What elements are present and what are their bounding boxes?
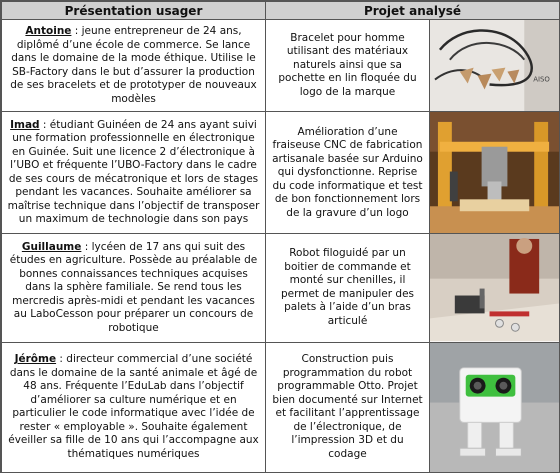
header-project-analyzed: Projet analysé: [266, 2, 560, 20]
photo-otto-robot: [430, 342, 560, 472]
table-row: [2, 112, 560, 234]
table-row: [2, 234, 560, 342]
table-row: [2, 20, 560, 112]
project-cell: Construction puis programmation du robot programmable Otto. Projet bien documenté sur Internet et facilitant l’apprentissage de l’électronique, de l’impression 3D et du codage: [266, 342, 430, 472]
photo-robot-palets: [430, 234, 560, 342]
project-cell: Bracelet pour homme utilisant des matériaux naturels ainsi que sa pochette en lin floquée du logo de la marque: [266, 20, 430, 112]
user-name: Guillaume: [21, 240, 82, 253]
project-cell: Robot filoguidé par un boitier de commande et monté sur chenilles, il permet de manipuler des palets à l’aide d’un bras articulé: [266, 234, 430, 342]
user-description: : jeune entrepreneur de 24 ans, diplômé d’une école de commerce. Se lance dans le domaine de la mode éthique. Utilise le SB-Factory dans le but d’assurer la production de ses bracelets et de prototyper de nouveaux modèles: [10, 25, 257, 105]
user-description: : étudiant Guinéen de 24 ans ayant suivi une formation professionnelle en électronique en Guinée. Suit une licence 2 d’électronique à l’UBO et fréquente l’UBO-Factory dans le cadre de ses cours de mécatronique et lors de stages pendant les vacances. Souhaite améliorer sa maîtrise technique dans l’objectif de transposer un maximum de technologie dans son pays: [7, 118, 260, 226]
header-user-presentation: Présentation usager: [2, 2, 266, 20]
photo-bracelet: [430, 20, 560, 112]
photo-cnc-machine: [430, 112, 560, 234]
user-cell-jerome: [2, 342, 266, 472]
project-cell: Amélioration d’une fraiseuse CNC de fabrication artisanale basée sur Arduino qui dysfonctionne. Reprise du code informatique et test de bon fonctionnement lors de la gravure d’un logo: [266, 112, 430, 234]
table-row: [2, 342, 560, 472]
user-name: Jérôme: [14, 353, 57, 366]
user-name: Imad: [10, 118, 40, 131]
user-cell-antoine: [2, 20, 266, 112]
user-description: : directeur commercial d’une société dans le domaine de la santé animale et âgé de 48 ans. Fréquente l’EduLab dans l’objectif d’améliorer sa culture numérique et en particulier le code informatique avec l’idée de rester « employable ». Souhaite également éveiller sa fille de 10 ans qui l’accompagne aux thématiques numériques: [8, 353, 259, 460]
presentation-table: [1, 1, 560, 473]
photo-logo-text: AISO: [533, 75, 550, 84]
table-header-row: [2, 2, 560, 20]
user-cell-imad: [2, 112, 266, 234]
user-description: : lycéen de 17 ans qui suit des études en agriculture. Possède au préalable de bonnes connaissances techniques acquises dans la sphère familiale. Se rend tous les mercredis après-midi et pendant les vacances au LaboCesson pour préparer un concours de robotique: [9, 240, 258, 334]
user-name: Antoine: [25, 25, 72, 38]
user-cell-guillaume: [2, 234, 266, 342]
